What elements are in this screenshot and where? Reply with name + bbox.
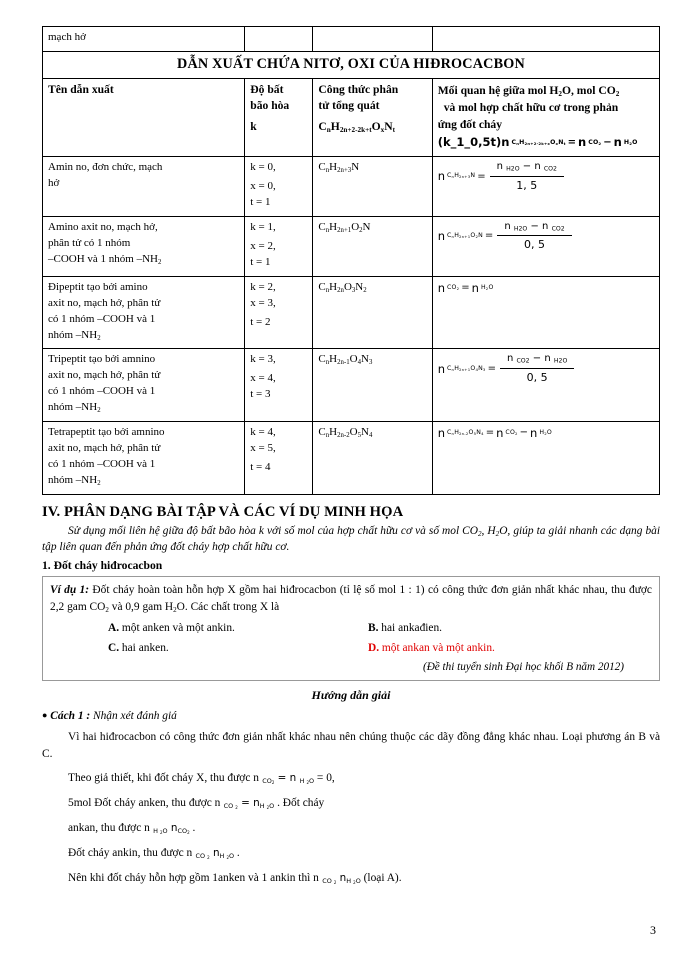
example-answers-row2 [50,639,652,657]
row-k: k = 4, [250,426,276,439]
sub-heading-combustion: 1. Đốt cháy hiđrocacbon [42,559,163,573]
page-number: 3 [650,923,656,937]
section-intro [42,523,660,555]
relation-formula: n $C_nH_{2n+1}O_4N_3$ = $\frac{n _{CO2} - n _{H2O}}{0, 5}$ [438,352,577,385]
example-label: Ví dụ 1: [50,584,90,597]
row-name-line: Đipeptit tạo bởi amino [48,280,148,293]
row-name-line: axit no, mạch hở, phân tử [48,296,161,309]
step-suffix: (loại A). [360,871,402,884]
row-k: k = 3, [250,353,276,366]
continued-empty-relation [432,27,659,52]
row-name-line: có 1 nhóm –COOH và 1 [48,385,156,398]
row-k-values [245,276,313,349]
row-t: t = 2 [250,315,271,328]
step-suffix: . Đốt cháy [274,796,325,809]
row-molecular-formula: $C_nH_{2n-1}O_4N_3$ [313,349,432,422]
row-name [43,276,245,349]
row-relation [432,349,659,422]
table-row-banner [43,51,660,78]
row-x: x = 5, [250,442,276,455]
answer-option-c[interactable] [50,640,350,657]
header-k [245,78,313,157]
solution-method-name: Cách 1 : [50,709,91,722]
row-k-values [245,349,313,422]
row-molecular-formula: $C_nH_{2n+3}N$ [313,157,432,217]
table-row [43,349,660,422]
bullet-icon: ● [42,709,48,720]
row-t: t = 3 [250,388,271,401]
step-math: $_{CO_2}$ = n $_{H _2O}$ [262,771,315,785]
section-intro-line1: Sử dụng mối liên hệ giữa độ bất bão hòa k với số mol của hợp chất hữu cơ và số mol $CO_2$, $H_2O$, giúp ta giải nhanh các dạng bài tập liên quan đến phản ứng đốt cháy hợp chất hữu cơ. [42,524,661,554]
example-box [42,576,660,680]
row-name-line: Amin no, đơn chức, mạch [48,161,163,174]
section-heading: IV. PHÂN DẠNG BÀI TẬP VÀ CÁC VÍ DỤ MINH HỌA [42,503,404,520]
table-row [43,216,660,276]
solution-method-line [42,710,660,722]
header-formula-line2: tử tổng quát [318,99,380,113]
solution-step-3 [42,822,660,834]
row-name-line: nhóm $-NH_2$ [48,401,101,415]
table-row [43,157,660,217]
row-name-line: Tripeptit tạo bởi amnino [48,353,156,366]
header-formula-general: $C_nH_{2n+2-2k+t}O_xN_t$ [318,120,395,135]
relation-formula: n $C_nH_{2n+3}N$ = $\frac{n _{H2O} - n _{CO2}}{1, 5}$ [438,160,566,193]
relation-formula: n $C_nH_{2n-2}O_5N_4$ = n $CO_2$ − n $H_2O$ [437,426,552,441]
table-row [43,276,660,349]
solution-paragraph-1-text: Vì hai hiđrocacbon có công thức đơn giản nhất khác nhau nên chúng thuộc các dãy đồng đẳng khác nhau. Loại phương án B và C. [42,730,660,760]
row-name-line: axit no, mạch hở, phân tử [48,442,161,455]
row-name-line: hở [48,177,60,190]
solution-step-4 [42,847,660,859]
step-prefix: Đốt cháy ankin, thu được n [68,846,193,859]
continued-text: mạch hở [43,27,245,52]
row-k: k = 2, [250,280,276,293]
row-k-values [245,422,313,495]
row-x: x = 0, [250,180,276,193]
header-relation-line2: và mol hợp chất hữu cơ trong phản [443,100,619,114]
row-name [43,422,245,495]
row-name [43,349,245,422]
table-row-header [43,78,660,157]
example-stem-text: Đốt cháy hoàn toàn hỗn hợp X gồm hai hiđrocacbon (tỉ lệ số mol 1 : 1) có công thức đơn giản nhất khác nhau, thu được 2,2 gam $CO_2$ và 0,9 gam $H_2O$. Các chất trong X là [50,584,652,615]
answer-text: một anken và một ankin. [119,621,235,634]
row-name-line: có 1 nhóm –COOH và 1 [48,312,156,325]
answer-text: một ankan và một ankin. [379,641,495,654]
step-math: $_{CO _2}$ $n_{H _2O}$ [195,846,235,860]
row-name-line: –COOH và 1 nhóm $-NH_2$ [48,252,162,266]
table-row-continued [43,27,660,52]
header-relation [432,78,659,157]
answer-option-b[interactable] [350,620,652,637]
step-suffix: . [234,846,240,859]
solution-paragraph-1 [42,729,660,763]
answer-option-a[interactable] [50,620,350,637]
continued-empty-k [245,27,313,52]
solution-step-1 [42,772,660,784]
example-source: (Đề thi tuyển sinh Đại học khối B năm 2012) [422,660,624,673]
row-molecular-formula: $C_nH_{2n-2}O_5N_4$ [313,422,432,495]
step-suffix: . [189,821,196,834]
header-k-line1: Độ bất [250,82,284,96]
row-name [43,157,245,217]
continued-empty-formula [313,27,432,52]
row-relation [432,216,659,276]
answer-letter: D. [368,641,380,654]
row-x: x = 3, [250,296,276,309]
step-math: $_{CO _2} = n_{H _2O}$ [223,796,275,810]
solution-step-5 [42,872,660,884]
derivatives-table [42,26,660,495]
header-relation-line3: ứng đốt cháy [437,118,503,132]
row-name [43,216,245,276]
step-math: $_{H _2O}$ $n_{CO_2}$ [153,821,190,835]
header-relation-formula: (k_1_0,5t)n $C_nH_{2n+2-2k+x}O_xN_t$ = n $CO_2$ − n $H_2O$ [437,134,638,149]
row-t: t = 4 [250,461,271,474]
step-prefix: Theo giả thiết, khi đốt cháy X, thu được n [68,771,259,784]
row-relation [432,157,659,217]
answer-letter: C. [108,641,120,654]
row-name-line: Tetrapeptit tạo bởi amnino [48,426,165,439]
row-k-values [245,216,313,276]
row-name-line: nhóm $-NH_2$ [48,474,101,487]
answer-text: hai anken. [119,641,169,654]
row-name-line: phân tử có 1 nhóm [48,236,131,249]
row-k-values [245,157,313,217]
answer-letter: A. [108,621,120,634]
row-t: t = 1 [250,195,271,208]
row-name-line: Amino axit no, mạch hở, [48,220,158,233]
header-k-line2: bão hòa [250,99,290,113]
step-suffix: = 0, [314,771,335,784]
row-molecular-formula: $C_nH_{2n}O_3N_2$ [313,276,432,349]
header-molecular-formula [313,78,432,157]
solution-method-desc: Nhận xét đánh giá [90,709,177,722]
header-relation-line1: Mối quan hệ giữa mol $H_2O$, mol $CO_2$ [437,83,620,98]
table-row [43,422,660,495]
row-relation [432,422,659,495]
row-x: x = 4, [250,372,276,385]
row-t: t = 1 [250,255,271,268]
step-prefix: 5mol Đốt cháy anken, thu được n [68,796,221,809]
example-answers-row1 [50,619,652,637]
step-prefix: ankan, thu được n [68,821,150,834]
answer-letter: B. [368,621,379,634]
row-name-line: có 1 nhóm –COOH và 1 [48,458,156,471]
header-name: Tên dẫn xuất [43,78,245,157]
header-formula-line1: Công thức phân [318,82,399,96]
answer-text: hai ankađien. [378,621,443,634]
header-k-line3: k [250,120,257,134]
row-k: k = 0, [250,161,276,174]
row-relation [432,276,659,349]
row-name-line: axit no, mạch hở, phân tử [48,369,161,382]
answer-option-d[interactable] [350,640,652,657]
relation-formula: n $C_nH_{2n+1}O_2N$ = $\frac{n _{H2O} - n _{CO2}}{0, 5}$ [438,220,574,253]
table-banner-title: DẪN XUẤT CHỨA NITƠ, OXI CỦA HIĐROCACBON [43,51,660,78]
row-name-line: nhóm $-NH_2$ [48,328,101,342]
relation-formula: n $CO_2$ = n $H_2O$ [437,280,494,295]
row-molecular-formula: $C_nH_{2n+1}O_2N$ [313,216,432,276]
solution-step-2 [42,797,660,809]
example-stem [50,582,652,616]
step-prefix: Nên khi đốt cháy hỗn hợp gồm 1anken và 1 ankin thì n [68,871,319,884]
solution-guide-title: Hướng dẫn giải [311,687,391,702]
step-math: $_{CO _2}$ $n_{H _2O}$ [322,871,361,885]
row-k: k = 1, [250,220,276,233]
row-x: x = 2, [250,239,276,252]
